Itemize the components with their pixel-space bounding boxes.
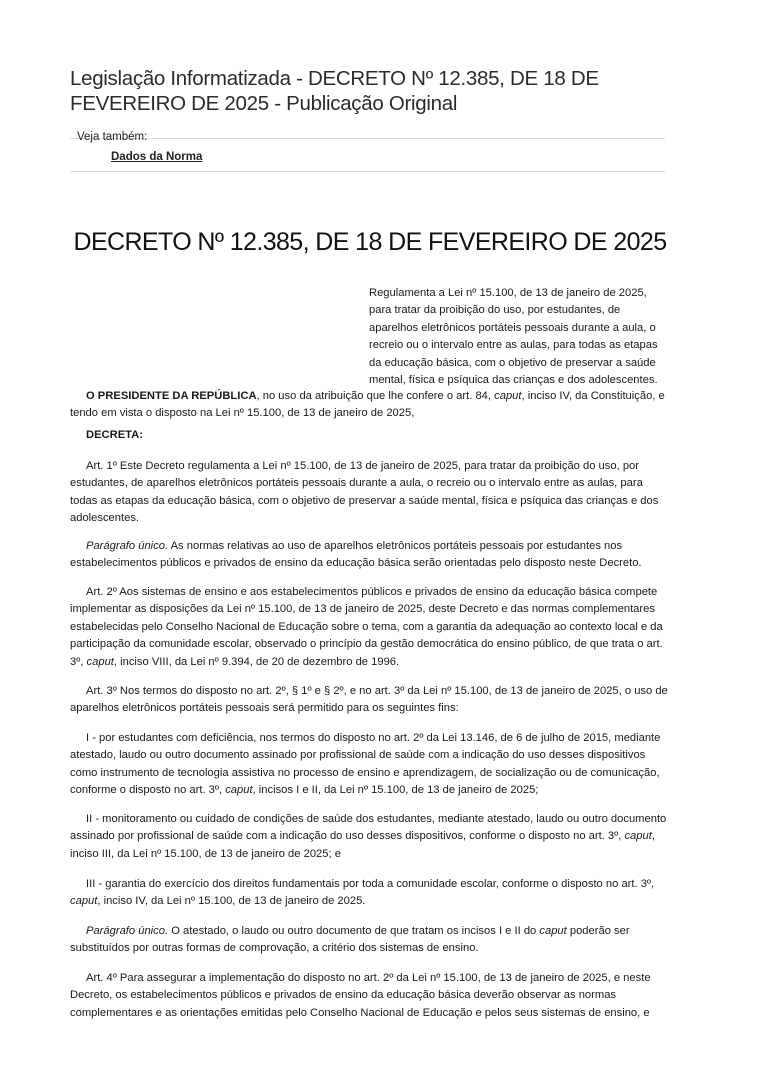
divider	[70, 138, 665, 139]
inciso-2	[70, 811, 670, 863]
caput-ref: caput	[494, 390, 522, 402]
article-1-paragraph	[70, 538, 670, 573]
paragrafo-text: poderão ser substituídos por outras formas de comprovação, a critério dos sistemas de ensino.	[70, 925, 630, 955]
paragrafo-label: Parágrafo único.	[86, 925, 169, 937]
article-1: Art. 1º Este Decreto regulamenta a Lei nº 15.100, de 13 de janeiro de 2025, para tratar da proibição do uso, por estudantes, de aparelhos eletrônicos portáteis pessoais durante a aula, o recreio ou o intervalo entre as aulas, para todas as etapas da educação básica, com o objetivo de preservar a saúde mental, física e psíquica das crianças e dos adolescentes.	[70, 460, 659, 525]
dados-da-norma-link[interactable]: Dados da Norma	[111, 151, 203, 163]
decreta-label: DECRETA:	[86, 429, 143, 441]
president-label: O PRESIDENTE DA REPÚBLICA	[86, 390, 257, 402]
inciso-text: I - por estudantes com deficiência, nos termos do disposto no art. 2º da Lei 13.146, de 6 de julho de 2015, mediante atestado, laudo ou outro documento assinado por profissional de saúde com a indicação do uso desses dispositivos como instrumento de tecnologia assistiva no processo de ensino e aprendizagem, de socialização ou de comunicação, conforme o disposto no art. 3º,	[70, 732, 661, 797]
article-4: Art. 4º Para assegurar a implementação do disposto no art. 2º da Lei nº 15.100, de 13 de janeiro de 2025, e neste Decreto, os estabelecimentos públicos e privados de ensino da educação básica deverão observar as normas complementares e as orientações emitidas pelo Conselho Nacional de Educação e pelos seus sistemas de ensino, e	[70, 972, 651, 1019]
caput-ref: caput	[624, 830, 652, 843]
preamble	[70, 388, 670, 423]
ementa: Regulamenta a Lei nº 15.100, de 13 de janeiro de 2025, para tratar da proibição do uso, por estudantes, de aparelhos eletrônicos portáteis pessoais durante a aula, o recreio ou o intervalo entre as aulas, para todas as etapas da educação básica, com o objetivo de preservar a saúde mental, física e psíquica das crianças e dos adolescentes.	[369, 287, 658, 387]
article-3-paragraph	[70, 923, 670, 958]
inciso-text: II - monitoramento ou cuidado de condições de saúde dos estudantes, mediante atestado, laudo ou outro documento assinado por profissional de saúde com a indicação do uso desses dispositivos, conforme o disposto no art. 3º,	[70, 813, 667, 843]
preamble-text: , no uso da atribuição que lhe confere o art. 84,	[256, 390, 495, 402]
divider	[70, 171, 665, 172]
article-text: Art. 2º Aos sistemas de ensino e aos estabelecimentos públicos e privados de ensino da educação básica compete implementar as disposições da Lei nº 15.100, de 13 de janeiro de 2025, deste Decreto e das normas complementares estabelecidas pelo Conselho Nacional de Educação sobre o tema, com a garantia da adequação ao contexto local e da participação da comunidade escolar, observado o princípio da gestão democrática do ensino público, de que trata o art. 3º,	[70, 586, 663, 668]
inciso-3	[70, 876, 670, 911]
paragrafo-text: O atestado, o laudo ou outro documento de que tratam os incisos I e II do	[168, 925, 540, 937]
caput-ref: caput	[70, 895, 98, 908]
paragrafo-label: Parágrafo único.	[86, 540, 169, 552]
decree-title: DECRETO Nº 12.385, DE 18 DE FEVEREIRO DE 2025	[73, 228, 667, 256]
article-text: , inciso VIII, da Lei nº 9.394, de 20 de dezembro de 1996.	[113, 655, 400, 668]
page-title: Legislação Informatizada - DECRETO Nº 12.385, DE 18 DE FEVEREIRO DE 2025 - Publicação Original	[70, 67, 599, 115]
preamble-text: , inciso IV, da Constituição, e tendo em vista o disposto na Lei nº 15.100, de 13 de janeiro de 2025,	[70, 390, 665, 420]
inciso-text: III - garantia do exercício dos direitos fundamentais por toda a comunidade escolar, conforme o disposto no art. 3º,	[86, 878, 655, 890]
article-3: Art. 3º Nos termos do disposto no art. 2º, § 1º e § 2º, e no art. 3º da Lei nº 15.100, de 13 de janeiro de 2025, o uso de aparelhos eletrônicos portáteis pessoais será permitido para os seguintes fins:	[70, 685, 668, 715]
inciso-text: , inciso IV, da Lei nº 15.100, de 13 de janeiro de 2025.	[97, 895, 366, 908]
inciso-text: , incisos I e II, da Lei nº 15.100, de 13 de janeiro de 2025;	[252, 784, 539, 797]
paragrafo-text: As normas relativas ao uso de aparelhos eletrônicos portáteis pessoais por estudantes nos estabelecimentos públicos e privados de ensino da educação básica serão orientadas pelo disposto neste Decreto.	[70, 540, 642, 570]
see-also-label: Veja também:	[77, 131, 148, 143]
caput-ref: caput	[539, 925, 567, 937]
caput-ref: caput	[225, 784, 253, 797]
article-2	[70, 584, 670, 671]
inciso-1	[70, 730, 670, 800]
inciso-text: , inciso III, da Lei nº 15.100, de 13 de janeiro de 2025; e	[70, 830, 655, 860]
caput-ref: caput	[86, 655, 114, 668]
